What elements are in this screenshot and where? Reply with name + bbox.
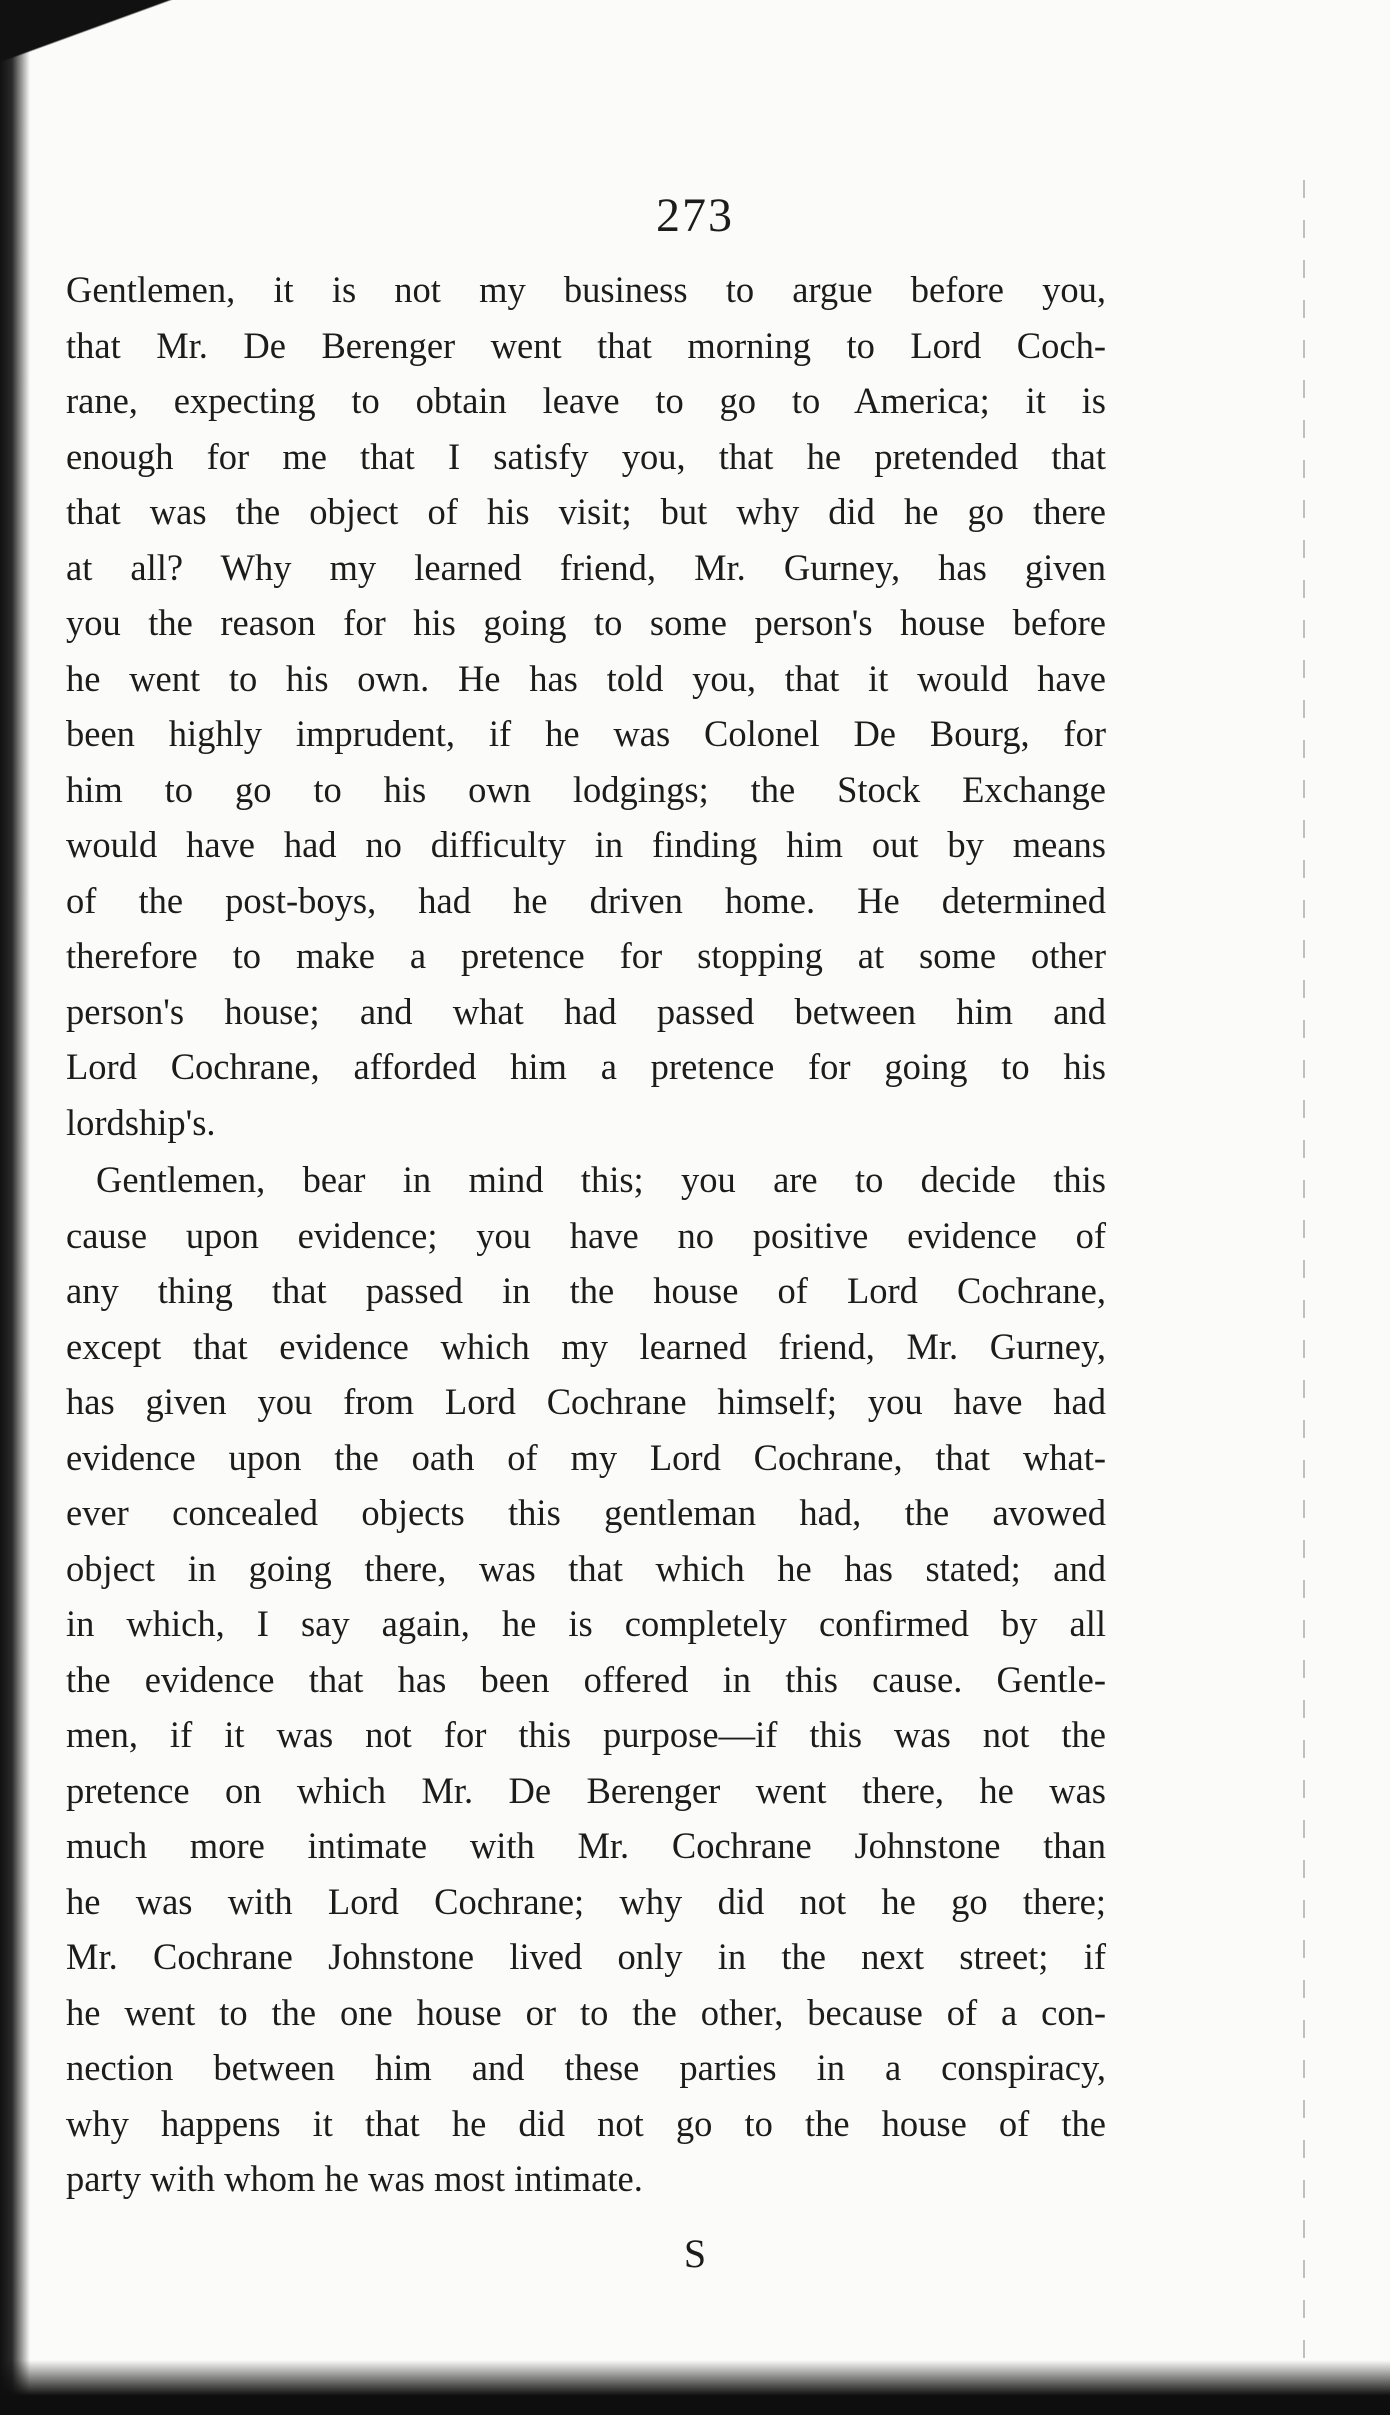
scan-shadow-bottom [0,2360,1390,2415]
text-line: evidence upon the oath of my Lord Cochrane, that what- [66,1436,1106,1478]
text-line: person's house; and what had passed between him and [66,990,1106,1032]
text-line: cause upon evidence; you have no positive evidence of [66,1214,1106,1256]
text-line: rane, expecting to obtain leave to go to America; it is [66,380,1106,421]
binding-shadow-left [0,0,30,2415]
text-line: party with whom he was most intimate. [66,2158,643,2199]
text-line: would have had no difficulty in finding him out by means [66,824,1106,865]
text-line: much more intimate with Mr. Cochrane Johnstone than [66,1825,1106,1866]
text-line: lordship's. [66,1101,216,1143]
text-line: he was with Lord Cochrane; why did not he go there; [66,1880,1106,1922]
text-line: the evidence that has been offered in this cause. Gentle- [66,1658,1106,1700]
text-line: of the post-boys, had he driven home. He determined [66,879,1106,921]
text-line: Mr. Cochrane Johnstone lived only in the next street; if [66,1936,1106,1977]
text-line: him to go to his own lodgings; the Stock Exchange [66,768,1106,810]
text-line: Gentlemen, bear in mind this; you are to decide this [96,1159,1106,1200]
text-line: men, if it was not for this purpose—if this was not the [66,1714,1106,1755]
text-line: any thing that passed in the house of Lord Cochrane, [66,1270,1106,1311]
text-line: object in going there, was that which he has stated; and [66,1547,1106,1589]
text-line: nection between him and these parties in a conspiracy, [66,2047,1106,2088]
text-line: Lord Cochrane, afforded him a pretence for going to his [66,1046,1106,1087]
text-line: that Mr. De Berenger went that morning to Lord Coch- [66,324,1106,366]
text-line: at all? Why my learned friend, Mr. Gurney, has given [66,546,1106,588]
text-line: except that evidence which my learned friend, Mr. Gurney, [66,1325,1106,1367]
paragraph-1 [66,262,1106,1150]
text-line: Gentlemen, it is not my business to argue before you, [66,269,1106,310]
signature-mark: S [683,2231,707,2276]
text-line: he went to his own. He has told you, that it would have [66,657,1106,699]
text-line: been highly imprudent, if he was Colonel De Bourg, for [66,713,1106,754]
text-line: in which, I say again, he is completely confirmed by all [66,1603,1106,1644]
page-number: 273 [656,189,734,242]
text-line: why happens it that he did not go to the house of the [66,2102,1106,2144]
text-line: ever concealed objects this gentleman had, the avowed [66,1492,1106,1533]
page-corner-shadow [0,0,220,95]
page-edge-marks [1303,180,1305,2360]
text-line: therefore to make a pretence for stopping at some other [66,935,1106,976]
text-line: he went to the one house or to the other, because of a con- [66,1991,1106,2033]
body-text [66,262,1106,2207]
text-line: has given you from Lord Cochrane himself; you have had [66,1381,1106,1422]
text-line: pretence on which Mr. De Berenger went there, he was [66,1769,1106,1811]
text-line: enough for me that I satisfy you, that he pretended that [66,435,1106,477]
paragraph-2 [66,1152,1106,2207]
text-line: you the reason for his going to some person's house before [66,602,1106,643]
text-line: that was the object of his visit; but why did he go there [66,491,1106,532]
